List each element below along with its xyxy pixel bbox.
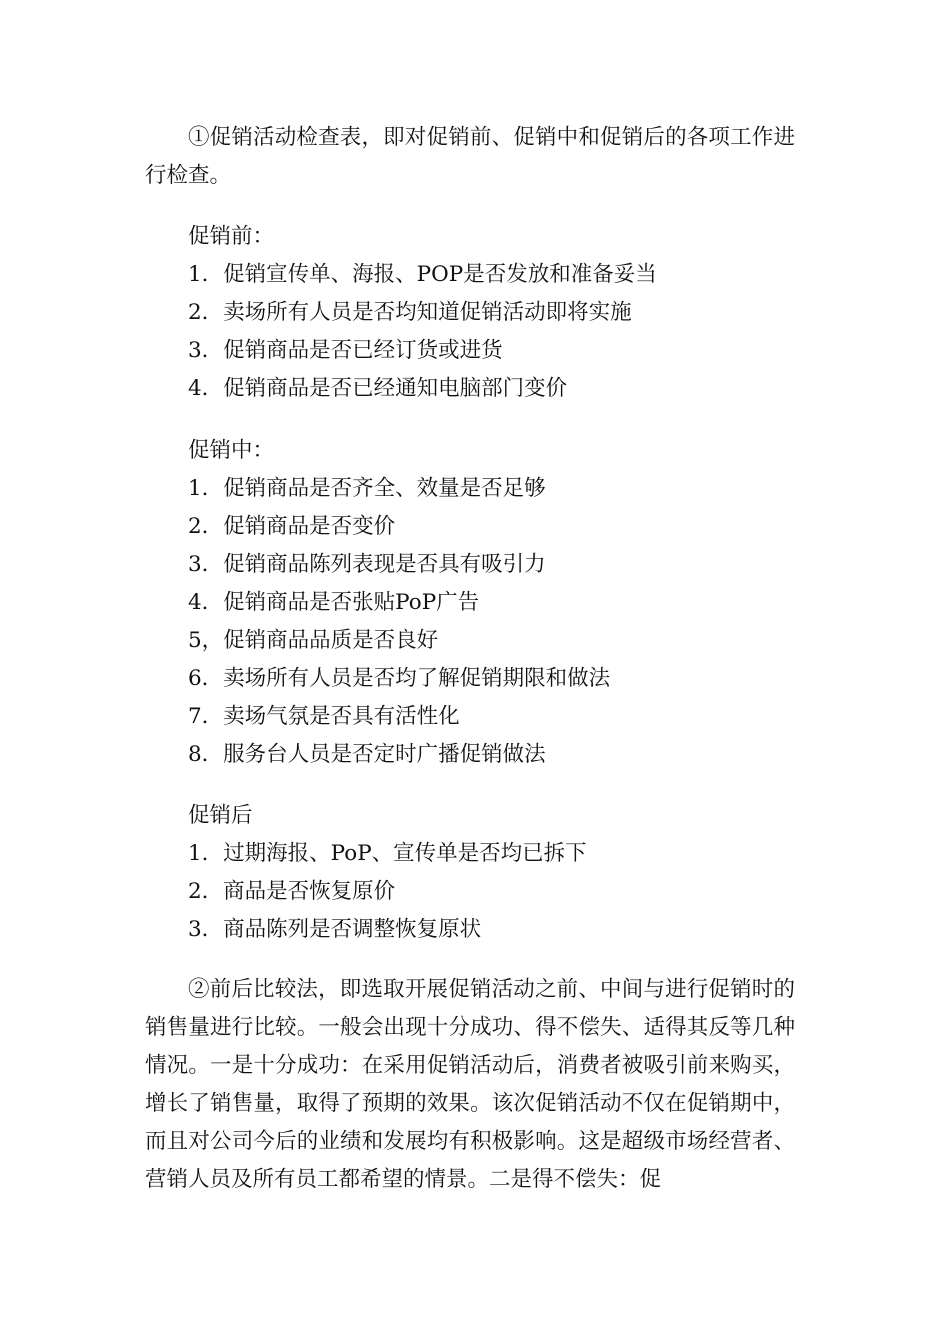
checklist-item: 3．促销商品是否已经订货或进货	[188, 338, 503, 363]
section-after-promotion	[188, 797, 795, 949]
checklist	[188, 835, 795, 949]
section-during-promotion	[188, 432, 795, 774]
checklist-item: 5，促销商品品质是否良好	[188, 628, 439, 653]
checklist-item: 2．促销商品是否变价	[188, 514, 396, 539]
section-before-promotion	[188, 218, 795, 408]
section-heading: 促销中：	[188, 438, 275, 463]
checklist-item: 4．促销商品是否张贴PoP广告	[188, 590, 480, 615]
comparison-paragraph: ②前后比较法，即选取开展促销活动之前、中间与进行促销时的销售量进行比较。一般会出现十分成功、得不偿失、适得其反等几种情况。一是十分成功：在采用促销活动后，消费者被吸引前来购买，增长了销售量，取得了预期的效果。该次促销活动不仅在促销期中，而且对公司今后的业绩和发展均有积极影响。这是超级市场经营者、营销人员及所有员工都希望的情景。二是得不偿失：促	[145, 977, 795, 1192]
checklist-item: 3．促销商品陈列表现是否具有吸引力	[188, 552, 546, 577]
checklist-item: 8．服务台人员是否定时广播促销做法	[188, 742, 546, 767]
checklist-item: 1．促销宣传单、海报、POP是否发放和准备妥当	[188, 262, 657, 287]
checklist-item: 7．卖场气氛是否具有活性化	[188, 704, 460, 729]
checklist-item: 6．卖场所有人员是否均了解促销期限和做法	[188, 666, 611, 691]
checklist-item: 1．过期海报、PoP、宣传单是否均已拆下	[188, 841, 587, 866]
checklist-item: 1．促销商品是否齐全、效量是否足够	[188, 476, 546, 501]
checklist-item: 4．促销商品是否已经通知电脑部门变价	[188, 376, 568, 401]
checklist-item: 3．商品陈列是否调整恢复原状	[188, 917, 482, 942]
checklist-item: 2．卖场所有人员是否均知道促销活动即将实施	[188, 300, 632, 325]
section-heading: 促销后	[188, 803, 253, 828]
checklist	[188, 470, 795, 774]
checklist	[188, 256, 795, 408]
section-heading: 促销前：	[188, 224, 275, 249]
checklist-item: 2．商品是否恢复原价	[188, 879, 396, 904]
intro-paragraph: ①促销活动检查表，即对促销前、促销中和促销后的各项工作进行检查。	[145, 125, 795, 188]
